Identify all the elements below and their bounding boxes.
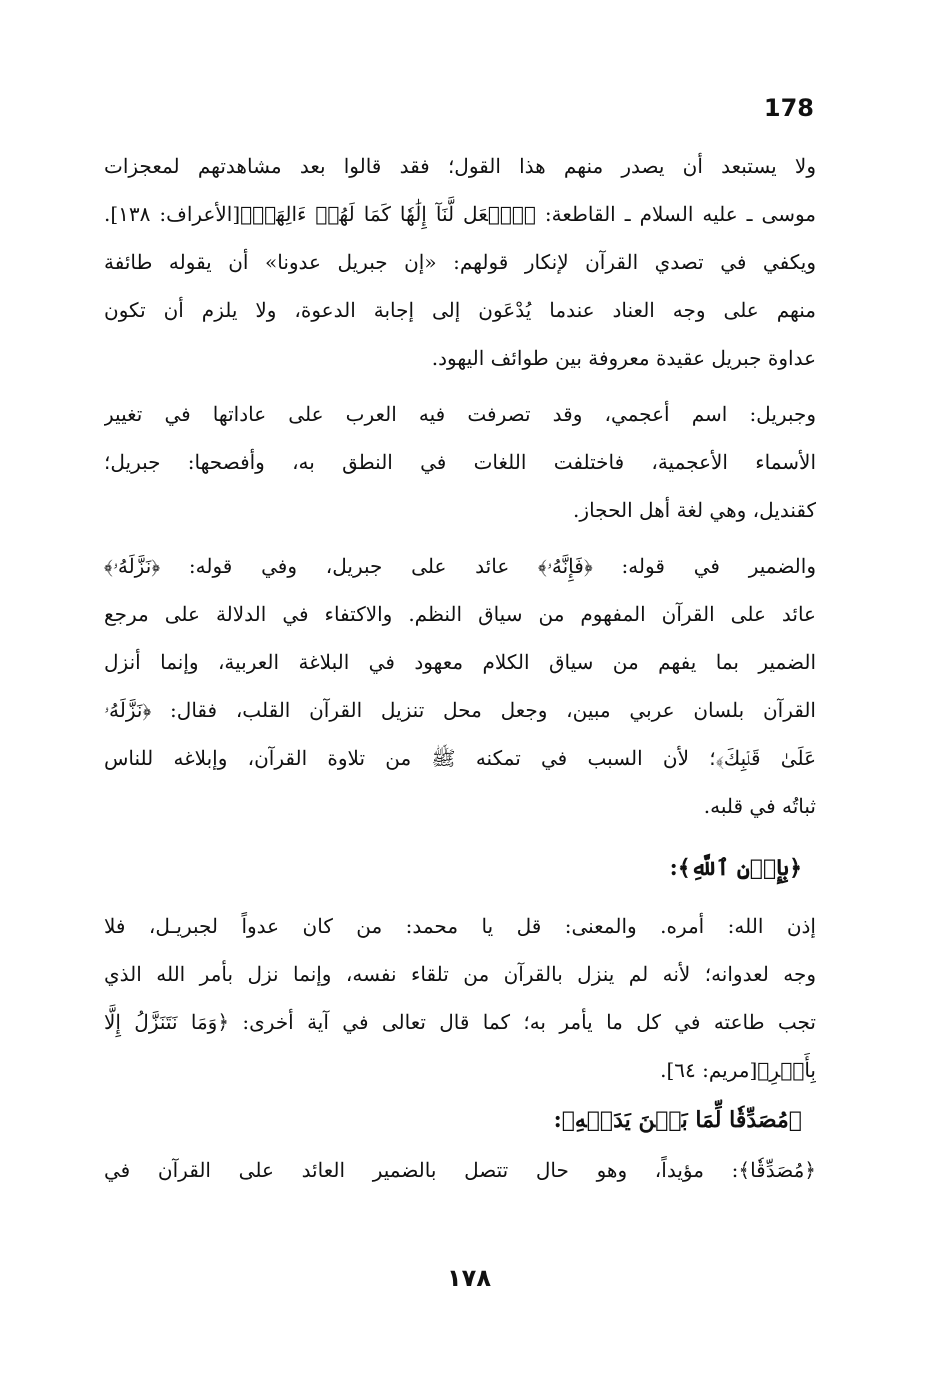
paragraph-3 bbox=[104, 542, 816, 830]
paragraph-1 bbox=[104, 142, 816, 382]
text-line: منهم على وجه العناد عندما يُدْعَون إلى إجابة الدعوة، ولا يلزم أن تكون bbox=[104, 298, 816, 322]
paragraph-gap bbox=[104, 894, 816, 902]
text-line: عَلَىٰ قَلۡبِكَ﴾؛ لأن السبب في تمكنه ﷺ من تلاوة القرآن، وإبلاغه للناس bbox=[104, 746, 816, 770]
paragraph-5 bbox=[104, 1146, 816, 1194]
section-heading: ﴿بِإِذۡنِ ٱللَّهِ﴾: bbox=[669, 855, 802, 881]
text-line: الأسماء الأعجمية، فاختلفت اللغات في النطق به، وأفصحها: جبريل؛ bbox=[104, 450, 816, 474]
paragraph-gap bbox=[104, 534, 816, 542]
text-line: بِأَمۡرِ﴾[مريم: ٦٤]. bbox=[660, 1058, 816, 1082]
text-line: ويكفي في تصدي القرآن لإنكار قولهم: «إن جبريل عدونا» أن يقوله طائفة bbox=[104, 250, 816, 274]
page-number-top: 178 bbox=[763, 94, 814, 122]
text-line: عداوة جبريل عقيدة معروفة بين طوائف اليهود. bbox=[431, 346, 816, 370]
text-line: موسى ـ عليه السلام ـ القاطعة: ﴿ٱجۡعَل لَّنَآ إِلَٰهٗا كَمَا لَهُمۡ ءَالِهَةٞ﴾[الأعراف: ١٣٨]. bbox=[104, 202, 816, 226]
text-line: ﴿مُصَدِّقٗا﴾: مؤيداً، وهو حال تتصل بالضمير العائد على القرآن في bbox=[104, 1158, 816, 1182]
section-heading: ﴿مُصَدِّقٗا لِّمَا بَيۡنَ يَدَيۡهِ﴾: bbox=[553, 1107, 802, 1133]
paragraph-gap bbox=[104, 830, 816, 842]
paragraph-gap bbox=[104, 382, 816, 390]
text-line: إذن الله: أمره. والمعنى: قل يا محمد: من كان عدواً لجبريـل، فلا bbox=[104, 914, 816, 938]
text-line: القرآن بلسان عربي مبين، وجعل محل تنزيل القرآن القلب، فقال: ﴿نَزَّلَهُۥ bbox=[104, 698, 816, 722]
text-line: وجه لعدوانه؛ لأنه لم ينزل بالقرآن من تلقاء نفسه، وإنما نزل بأمر الله الذي bbox=[104, 962, 816, 986]
paragraph-4 bbox=[104, 902, 816, 1094]
text-line: ثباتُه في قلبه. bbox=[703, 794, 816, 818]
paragraph-2 bbox=[104, 390, 816, 534]
text-line: عائد على القرآن المفهوم من سياق النظم. والاكتفاء في الدلالة على مرجع bbox=[104, 602, 816, 626]
text-line: الضمير بما يفهم من سياق الكلام معهود في البلاغة العربية، وإنما أنزل bbox=[104, 650, 816, 674]
text-line: ولا يستبعد أن يصدر منهم هذا القول؛ فقد قالوا بعد مشاهدتهم لمعجزات bbox=[104, 154, 816, 178]
page-body bbox=[104, 142, 816, 1272]
text-line: كقنديل، وهي لغة أهل الحجاز. bbox=[573, 498, 816, 522]
text-line: تجب طاعته في كل ما يأمر به؛ كما قال تعالى في آية أخرى: ﴿وَمَا نَتَنَزَّلُ إِلَّا bbox=[104, 1010, 816, 1034]
page-number-bottom: ١٧٨ bbox=[447, 1264, 491, 1292]
text-line: وجبريل: اسم أعجمي، وقد تصرفت فيه العرب على عاداتها في تغيير bbox=[104, 402, 816, 426]
text-line: والضمير في قوله: ﴿فَإِنَّهُۥ﴾ عائد على جبريل، وفي قوله: ﴿نَزَّلَهُۥ﴾ bbox=[104, 554, 816, 578]
